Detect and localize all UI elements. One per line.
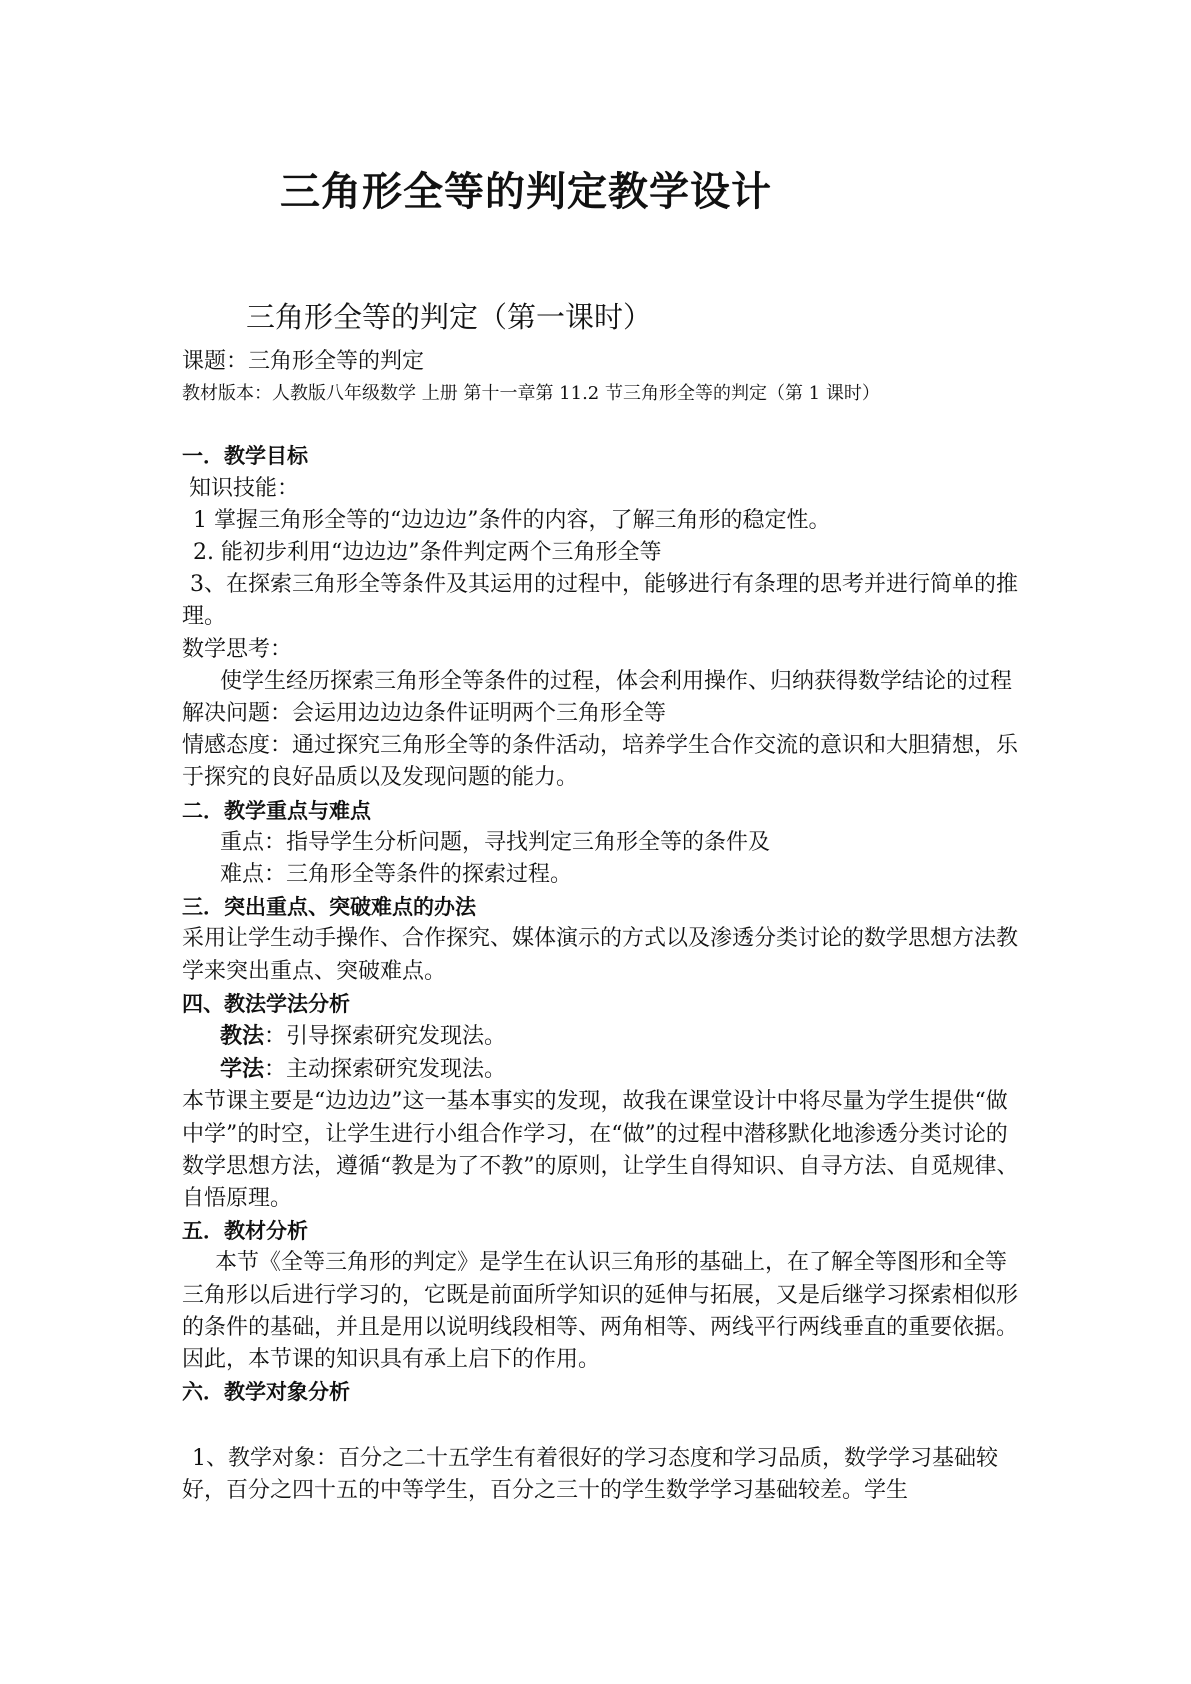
document-body bbox=[182, 346, 1022, 1507]
key-point: 重点：指导学生分析问题，寻找判定三角形全等的条件及 bbox=[220, 829, 771, 855]
teaching-method-label: 教法 bbox=[220, 1023, 265, 1050]
section-heading-student-analysis: 六．教学对象分析 bbox=[182, 1380, 350, 1405]
student-analysis-paragraph: 1、教学对象：百分之二十五学生有着很好的学习态度和学习品质，数学学习基础较好，百分之四十五的中等学生，百分之三十的学生数学学习基础较差。学生 bbox=[182, 1445, 998, 1503]
section-heading-key-points: 二．教学重点与难点 bbox=[182, 798, 371, 823]
difficult-point: 难点：三角形全等条件的探索过程。 bbox=[220, 862, 573, 888]
section-heading-objectives: 一．教学目标 bbox=[182, 444, 308, 469]
problem-solving-text: 解决问题：会运用边边边条件证明两个三角形全等 bbox=[182, 701, 667, 727]
thinking-label: 数学思考： bbox=[182, 636, 293, 662]
objective-item: 3、在探索三角形全等条件及其运用的过程中，能够进行有条理的思考并进行简单的推理。 bbox=[182, 572, 1018, 630]
lesson-subtitle: 三角形全等的判定（第一课时） bbox=[246, 300, 653, 334]
objective-item: 1 掌握三角形全等的“边边边”条件的内容，了解三角形的稳定性。 bbox=[193, 507, 831, 533]
learning-method-label: 学法 bbox=[220, 1056, 265, 1083]
section-heading-textbook-analysis: 五．教材分析 bbox=[182, 1219, 308, 1244]
teaching-method bbox=[182, 1020, 1022, 1053]
section-heading-teaching-analysis: 四、教法学法分析 bbox=[182, 991, 350, 1016]
teaching-method-text: ：引导探索研究发现法。 bbox=[264, 1024, 507, 1050]
teaching-analysis-paragraph: 本节课主要是“边边边”这一基本事实的发现，故我在课堂设计中将尽量为学生提供“做中学”的时空，让学生进行小组合作学习，在“做”的过程中潜移默化地渗透分类讨论的数学思想方法，遵循“教是为了不教”的原则，让学生自得知识、自寻方法、自觅规律、自悟原理。 bbox=[182, 1089, 1019, 1212]
topic-line: 课题：三角形全等的判定 bbox=[182, 349, 425, 374]
attitude-text: 情感态度：通过探究三角形全等的条件活动，培养学生合作交流的意识和大胆猜想，乐于探究的良好品质以及发现问题的能力。 bbox=[182, 733, 1019, 791]
section-heading-methods: 三．突出重点、突破难点的办法 bbox=[182, 895, 476, 920]
learning-method-text: ：主动探索研究发现法。 bbox=[264, 1057, 507, 1083]
document-title: 三角形全等的判定教学设计 bbox=[280, 169, 772, 215]
thinking-text: 使学生经历探索三角形全等条件的过程，体会利用操作、归纳获得数学结论的过程 bbox=[220, 668, 1013, 694]
textbook-analysis-paragraph: 本节《全等三角形的判定》是学生在认识三角形的基础上，在了解全等图形和全等三角形以后进行学习的，它既是前面所学知识的延伸与拓展，又是后继学习探索相似形的条件的基础，并且是用以说明线段相等、两角相等、两线平行两线垂直的重要依据。因此，本节课的知识具有承上启下的作用。 bbox=[182, 1250, 1019, 1373]
methods-text: 采用让学生动手操作、合作探究、媒体演示的方式以及渗透分类讨论的数学思想方法教学来突出重点、突破难点。 bbox=[182, 926, 1019, 984]
objective-item: 2. 能初步利用“边边边”条件判定两个三角形全等 bbox=[193, 540, 662, 566]
edition-line: 教材版本：人教版八年级数学 上册 第十一章第 11.2 节三角形全等的判定（第 1 课时） bbox=[182, 383, 880, 405]
knowledge-label: 知识技能： bbox=[189, 475, 300, 501]
learning-method bbox=[182, 1053, 1022, 1086]
